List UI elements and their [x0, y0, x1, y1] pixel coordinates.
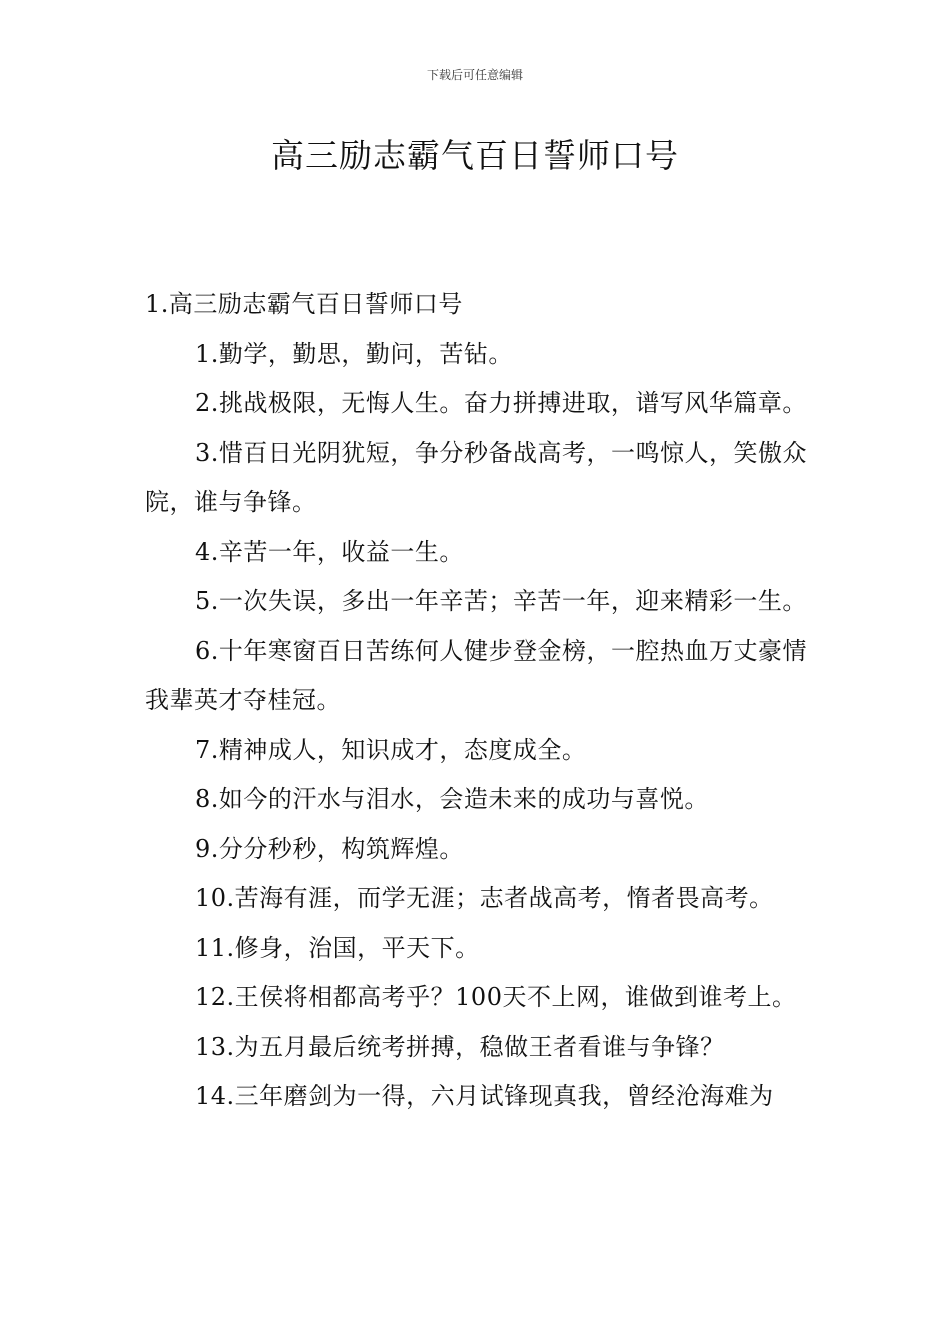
slogan-item: 13.为五月最后统考拼搏，稳做王者看谁与争锋？: [195, 1032, 725, 1061]
header-note: 下载后可任意编辑: [426, 68, 523, 82]
slogan-item: 11.修身，治国，平天下。: [195, 933, 480, 962]
section-heading: 1.高三励志霸气百日誓师口号: [145, 290, 463, 318]
slogan-item: 5.一次失误，多出一年辛苦；辛苦一年，迎来精彩一生。: [195, 587, 807, 615]
slogan-item: 12.王侯将相都高考乎？100天不上网，谁做到谁考上。: [195, 983, 797, 1011]
document-title: 高三励志霸气百日誓师口号: [271, 136, 679, 175]
slogan-item: 3.惜百日光阴犹短，争分秒备战高考，一鸣惊人，笑傲众院，谁与争锋。: [145, 438, 807, 516]
slogan-item: 4.辛苦一年，收益一生。: [195, 537, 464, 566]
slogan-item: 14.三年磨剑为一得，六月试锋现真我，曾经沧海难为: [195, 1082, 774, 1110]
slogan-item: 8.如今的汗水与泪水，会造未来的成功与喜悦。: [195, 785, 709, 813]
document-body: [145, 280, 807, 1122]
slogan-item: 2.挑战极限，无悔人生。奋力拼搏进取，谱写风华篇章。: [195, 389, 807, 417]
slogan-item: 6.十年寒窗百日苦练何人健步登金榜，一腔热血万丈豪情我辈英才夺桂冠。: [145, 636, 807, 714]
slogan-item: 9.分分秒秒，构筑辉煌。: [195, 834, 464, 863]
slogan-item: 10.苦海有涯，而学无涯；志者战高考，惰者畏高考。: [195, 884, 774, 912]
slogan-item: 7.精神成人，知识成才，态度成全。: [195, 735, 587, 764]
slogan-item: 1.勤学，勤思，勤问，苦钻。: [195, 339, 513, 368]
